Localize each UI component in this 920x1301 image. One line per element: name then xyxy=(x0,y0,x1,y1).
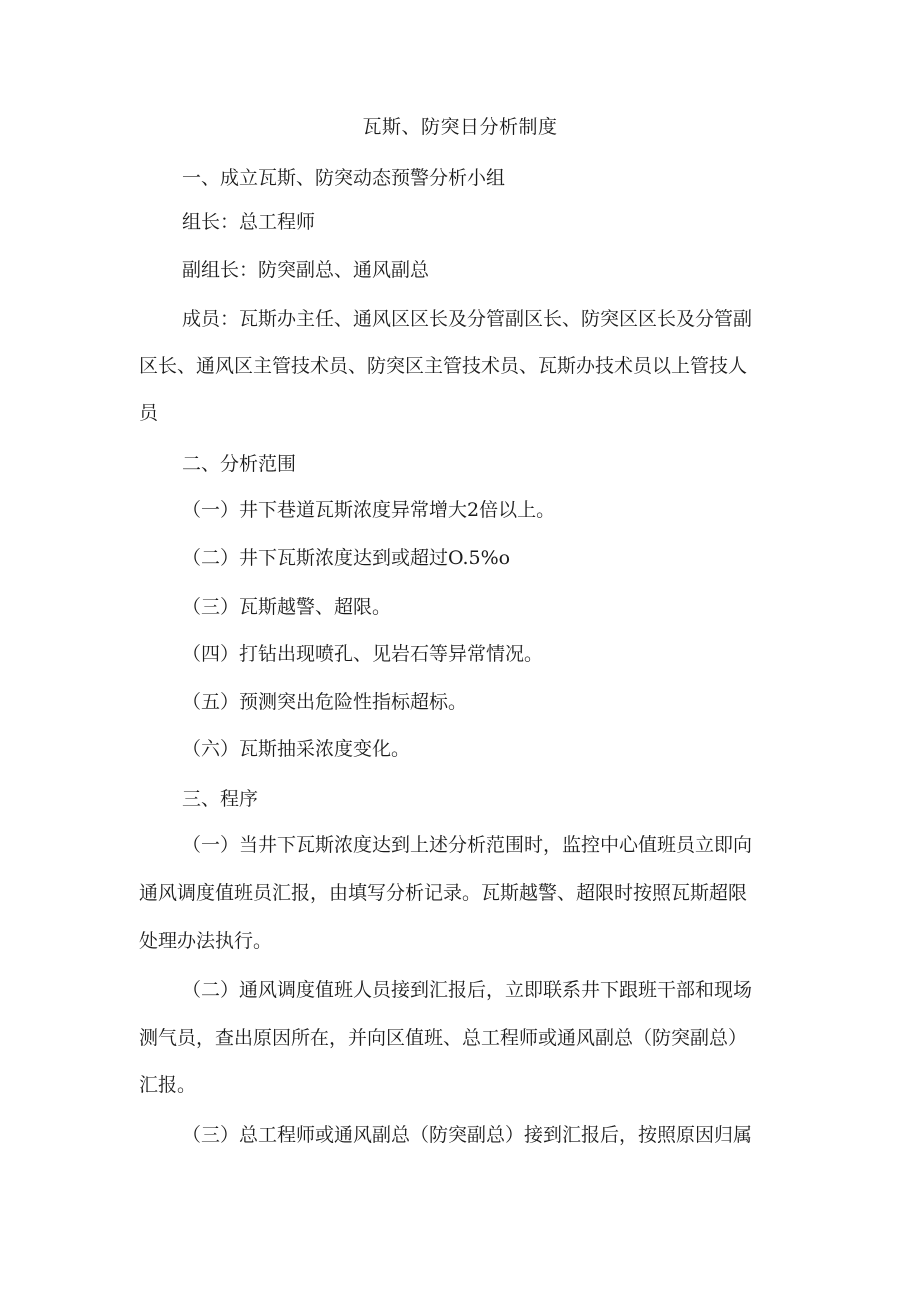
procedure-3-line-1: （三）总工程师或通风副总（防突副总）接到汇报后，按照原因归属 xyxy=(182,1124,753,1146)
section-heading-3: 三、程序 xyxy=(182,788,259,810)
members-line-2: 区长、通风区主管技术员、防突区主管技术员、瓦斯办技术员以上管技人 xyxy=(139,355,748,377)
section-heading-1: 一、成立瓦斯、防突动态预警分析小组 xyxy=(182,167,506,189)
deputy-line: 副组长：防突副总、通风副总 xyxy=(182,259,430,281)
range-item-6: （六）瓦斯抽采浓度变化。 xyxy=(182,738,411,760)
procedure-2-line-2: 测气员，查出原因所在，并向区值班、总工程师或通风副总（防突副总） xyxy=(139,1027,748,1049)
document-title: 瓦斯、防突日分析制度 xyxy=(362,116,558,138)
range-item-3: （三）瓦斯越警、超限。 xyxy=(182,596,392,618)
range-item-4: （四）打钻出现喷孔、见岩石等异常情况。 xyxy=(182,643,544,665)
range-item-2: （二）井下瓦斯浓度达到或超过O.5%o xyxy=(182,547,511,569)
procedure-1-line-2: 通风调度值班员汇报，由填写分析记录。瓦斯越警、超限时按照瓦斯超限 xyxy=(139,882,748,904)
members-line-1: 成员：瓦斯办主任、通风区区长及分管副区长、防突区区长及分管副 xyxy=(182,308,753,330)
members-line-3: 员 xyxy=(139,402,159,424)
leader-line: 组长：总工程师 xyxy=(182,211,316,233)
range-item-1: （一）井下巷道瓦斯浓度异常增大2倍以上。 xyxy=(182,499,556,521)
procedure-1-line-1: （一）当井下瓦斯浓度达到上述分析范围时，监控中心值班员立即向 xyxy=(182,834,753,856)
procedure-2-line-1: （二）通风调度值班人员接到汇报后，立即联系井下跟班干部和现场 xyxy=(182,979,753,1001)
section-heading-2: 二、分析范围 xyxy=(182,453,297,475)
procedure-1-line-3: 处理办法执行。 xyxy=(139,930,273,952)
range-item-5: （五）预测突出危险性指标超标。 xyxy=(182,691,468,713)
procedure-2-line-3: 汇报。 xyxy=(139,1074,197,1096)
